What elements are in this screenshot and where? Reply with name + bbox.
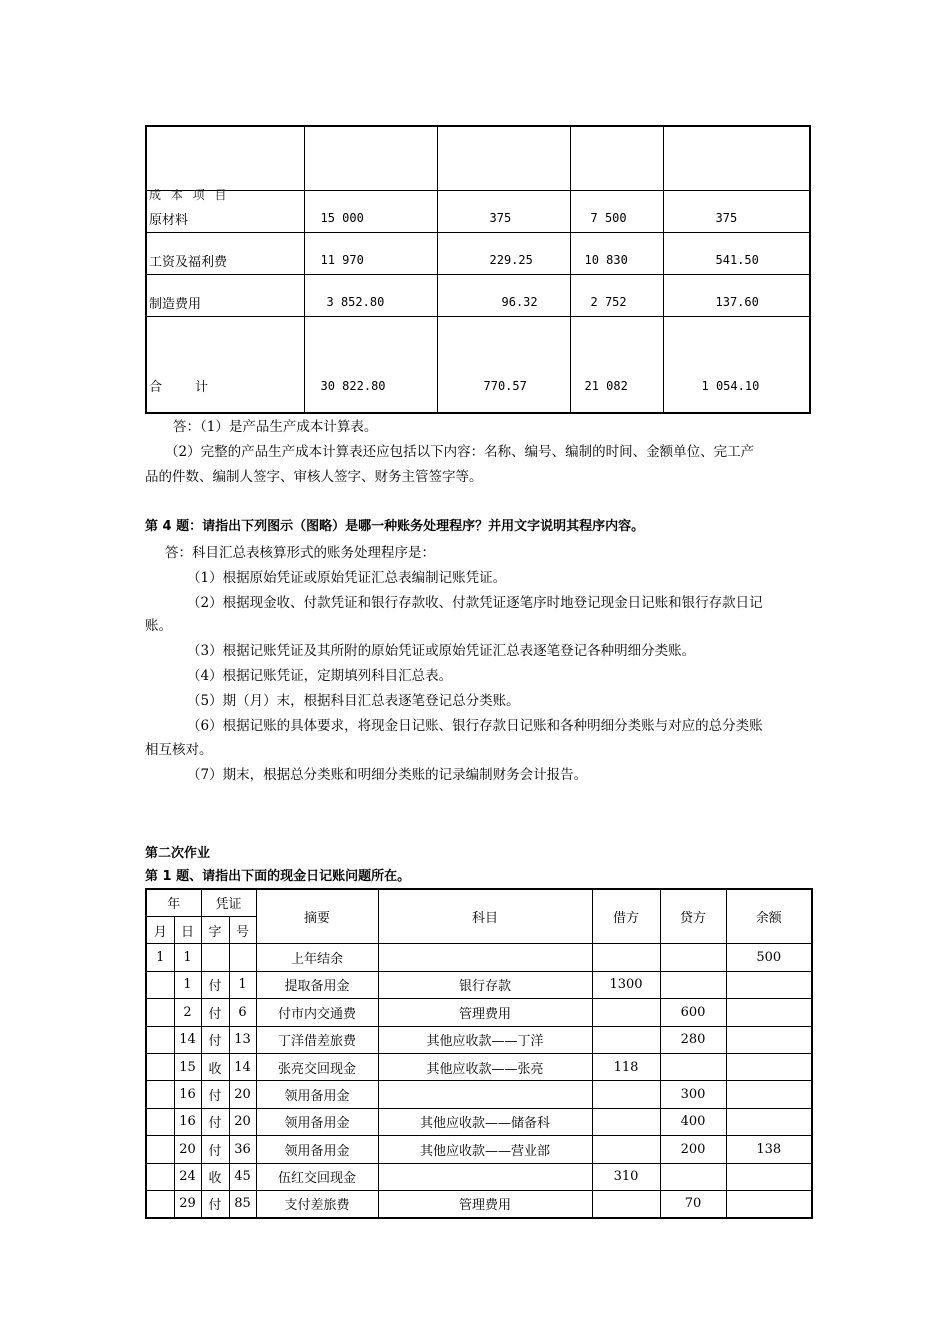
header-balance: 余额	[726, 889, 812, 944]
journal-cell-month: 1	[146, 944, 174, 971]
journal-cell-credit	[660, 1053, 726, 1080]
journal-cell-type: 付	[201, 971, 229, 998]
cost-value: 3 852.80	[304, 274, 437, 316]
cost-value: 21 082	[570, 316, 663, 413]
journal-body	[146, 944, 812, 1218]
journal-cell-balance	[726, 971, 812, 998]
journal-cell-type: 收	[201, 1163, 229, 1190]
journal-cell-balance	[726, 1163, 812, 1190]
journal-cell-month	[146, 1026, 174, 1053]
journal-row	[146, 999, 812, 1026]
cost-value: 30 822.80	[304, 316, 437, 413]
journal-cell-account: 其他应收款——储备科	[378, 1108, 592, 1135]
journal-cell-credit: 70	[660, 1190, 726, 1218]
journal-cell-account: 管理费用	[378, 999, 592, 1026]
journal-cell-balance	[726, 1081, 812, 1108]
cost-table-header-row	[146, 126, 810, 190]
journal-cell-number: 20	[229, 1081, 256, 1108]
cost-value: 7 500	[570, 190, 663, 232]
journal-cell-summary: 付市内交通费	[256, 999, 378, 1026]
answer-line: 品的件数、编制人签字、审核人签字、财务主管签字等。	[145, 469, 483, 485]
journal-row	[146, 1108, 812, 1135]
journal-cell-type: 付	[201, 1190, 229, 1218]
cost-value: 770.57	[437, 316, 570, 413]
journal-cell-credit: 400	[660, 1108, 726, 1135]
journal-cell-account	[378, 1081, 592, 1108]
journal-cell-number: 36	[229, 1136, 256, 1163]
header-year: 年	[146, 889, 201, 916]
journal-cell-credit: 300	[660, 1081, 726, 1108]
cost-value: 96.32	[437, 274, 570, 316]
journal-cell-summary: 张亮交回现金	[256, 1053, 378, 1080]
answer-intro: 答：科目汇总表核算形式的账务处理程序是：	[165, 545, 435, 561]
header-summary: 摘要	[256, 889, 378, 944]
cost-value: 541.50	[663, 232, 810, 274]
journal-cell-balance	[726, 1053, 812, 1080]
journal-cell-day: 29	[174, 1190, 201, 1218]
journal-cell-month	[146, 1053, 174, 1080]
section-title: 第二次作业	[145, 846, 211, 861]
journal-cell-credit: 600	[660, 999, 726, 1026]
step-text: （1）根据原始凭证或原始凭证汇总表编制记账凭证。	[187, 570, 507, 586]
header-type: 字	[201, 916, 229, 943]
journal-cell-type: 付	[201, 1108, 229, 1135]
journal-cell-account	[378, 944, 592, 971]
journal-cell-balance: 138	[726, 1136, 812, 1163]
journal-cell-debit: 1300	[592, 971, 660, 998]
journal-cell-debit	[592, 1190, 660, 1218]
journal-cell-type	[201, 944, 229, 971]
journal-cell-number: 6	[229, 999, 256, 1026]
cost-item-header: 成 本 项 目	[149, 188, 230, 202]
journal-cell-month	[146, 1163, 174, 1190]
journal-row	[146, 1190, 812, 1218]
journal-cell-summary: 丁洋借差旅费	[256, 1026, 378, 1053]
header-account: 科目	[378, 889, 592, 944]
header-debit: 借方	[592, 889, 660, 944]
journal-cell-account: 管理费用	[378, 1190, 592, 1218]
journal-cell-day: 14	[174, 1026, 201, 1053]
journal-cell-account: 银行存款	[378, 971, 592, 998]
cost-value: 11 970	[304, 232, 437, 274]
journal-cell-day: 15	[174, 1053, 201, 1080]
step-text: （4）根据记账凭证，定期填列科目汇总表。	[187, 668, 453, 684]
journal-cell-type: 付	[201, 1081, 229, 1108]
cost-value: 10 830	[570, 232, 663, 274]
cost-row	[146, 232, 810, 274]
journal-cell-credit: 280	[660, 1026, 726, 1053]
journal-cell-summary: 领用备用金	[256, 1108, 378, 1135]
journal-cell-month	[146, 999, 174, 1026]
header-number: 号	[229, 916, 256, 943]
journal-cell-type: 付	[201, 1136, 229, 1163]
header-credit: 贷方	[660, 889, 726, 944]
journal-row	[146, 1026, 812, 1053]
journal-cell-debit	[592, 1081, 660, 1108]
cost-item-label: 制造费用	[146, 274, 304, 316]
journal-cell-balance	[726, 1108, 812, 1135]
cost-value: 1 054.10	[663, 316, 810, 413]
journal-cell-credit	[660, 971, 726, 998]
journal-cell-day: 16	[174, 1081, 201, 1108]
step-text: （7）期末，根据总分类账和明细分类账的记录编制财务会计报告。	[187, 767, 588, 783]
journal-cell-balance	[726, 999, 812, 1026]
journal-cell-summary: 领用备用金	[256, 1136, 378, 1163]
journal-cell-balance	[726, 1026, 812, 1053]
cost-value: 375	[437, 190, 570, 232]
journal-cell-number: 1	[229, 971, 256, 998]
question-4-title: 第 4 题：请指出下列图示（图略）是哪一种账务处理程序？并用文字说明其程序内容。	[145, 519, 645, 534]
cost-item-label: 工资及福利费	[146, 232, 304, 274]
cost-row	[146, 190, 810, 232]
journal-cell-credit	[660, 1163, 726, 1190]
cost-value: 375	[663, 190, 810, 232]
journal-cell-day: 16	[174, 1108, 201, 1135]
step-text: （3）根据记账凭证及其所附的原始凭证或原始凭证汇总表逐笔登记各种明细分类账。	[187, 643, 696, 659]
journal-cell-debit: 310	[592, 1163, 660, 1190]
journal-header-row	[146, 889, 812, 916]
journal-cell-number: 85	[229, 1190, 256, 1218]
journal-cell-summary: 支付差旅费	[256, 1190, 378, 1218]
journal-cell-balance: 500	[726, 944, 812, 971]
cost-row	[146, 274, 810, 316]
journal-cell-debit	[592, 1108, 660, 1135]
journal-row	[146, 1053, 812, 1080]
journal-cell-day: 1	[174, 971, 201, 998]
journal-cell-type: 付	[201, 999, 229, 1026]
journal-cell-credit	[660, 944, 726, 971]
cost-item-label: 原材料	[146, 190, 304, 232]
header-voucher: 凭证	[201, 889, 256, 916]
journal-cell-number	[229, 944, 256, 971]
header-month: 月	[146, 916, 174, 943]
journal-cell-account: 其他应收款——丁洋	[378, 1026, 592, 1053]
journal-cell-type: 收	[201, 1053, 229, 1080]
cost-total-label: 合 计	[146, 316, 304, 413]
journal-cell-month	[146, 1081, 174, 1108]
cost-value: 2 752	[570, 274, 663, 316]
cost-value: 137.60	[663, 274, 810, 316]
journal-cell-month	[146, 1190, 174, 1218]
answer-line: （2）完整的产品生产成本计算表还应包括以下内容：名称、编号、编制的时间、金额单位、完工产	[165, 444, 755, 460]
journal-cell-summary: 提取备用金	[256, 971, 378, 998]
journal-cell-month	[146, 1136, 174, 1163]
step-text: （5）期（月）末，根据科目汇总表逐笔登记总分类账。	[187, 693, 520, 709]
journal-cell-account: 其他应收款——营业部	[378, 1136, 592, 1163]
journal-cell-number: 20	[229, 1108, 256, 1135]
journal-cell-number: 13	[229, 1026, 256, 1053]
question-1-title: 第 1 题、请指出下面的现金日记账问题所在。	[145, 869, 411, 884]
journal-cell-balance	[726, 1190, 812, 1218]
cost-value: 229.25	[437, 232, 570, 274]
journal-cell-day: 1	[174, 944, 201, 971]
journal-cell-number: 14	[229, 1053, 256, 1080]
cash-journal-table	[145, 888, 813, 1219]
journal-cell-debit: 118	[592, 1053, 660, 1080]
journal-cell-debit	[592, 1136, 660, 1163]
journal-cell-summary: 伍红交回现金	[256, 1163, 378, 1190]
step-text: 账。	[145, 618, 172, 634]
journal-cell-month	[146, 971, 174, 998]
journal-cell-day: 2	[174, 999, 201, 1026]
journal-row	[146, 1081, 812, 1108]
step-text: （6）根据记账的具体要求，将现金日记账、银行存款日记账和各种明细分类账与对应的总分类账	[187, 718, 763, 734]
journal-cell-account	[378, 1163, 592, 1190]
cost-value: 15 000	[304, 190, 437, 232]
journal-cell-debit	[592, 999, 660, 1026]
header-day: 日	[174, 916, 201, 943]
journal-cell-day: 20	[174, 1136, 201, 1163]
journal-row	[146, 1136, 812, 1163]
journal-cell-account: 其他应收款——张亮	[378, 1053, 592, 1080]
cost-table	[145, 125, 811, 414]
journal-row	[146, 1163, 812, 1190]
journal-cell-summary: 领用备用金	[256, 1081, 378, 1108]
journal-cell-credit: 200	[660, 1136, 726, 1163]
step-text: 相互核对。	[145, 742, 213, 758]
journal-row	[146, 971, 812, 998]
journal-cell-month	[146, 1108, 174, 1135]
cost-total-row	[146, 316, 810, 413]
journal-cell-day: 24	[174, 1163, 201, 1190]
answer-line: 答：（1）是产品生产成本计算表。	[173, 419, 378, 435]
journal-cell-debit	[592, 944, 660, 971]
journal-row	[146, 944, 812, 971]
journal-cell-debit	[592, 1026, 660, 1053]
journal-cell-number: 45	[229, 1163, 256, 1190]
step-text: （2）根据现金收、付款凭证和银行存款收、付款凭证逐笔序时地登记现金日记账和银行存款日记	[187, 595, 763, 611]
journal-cell-type: 付	[201, 1026, 229, 1053]
journal-cell-summary: 上年结余	[256, 944, 378, 971]
